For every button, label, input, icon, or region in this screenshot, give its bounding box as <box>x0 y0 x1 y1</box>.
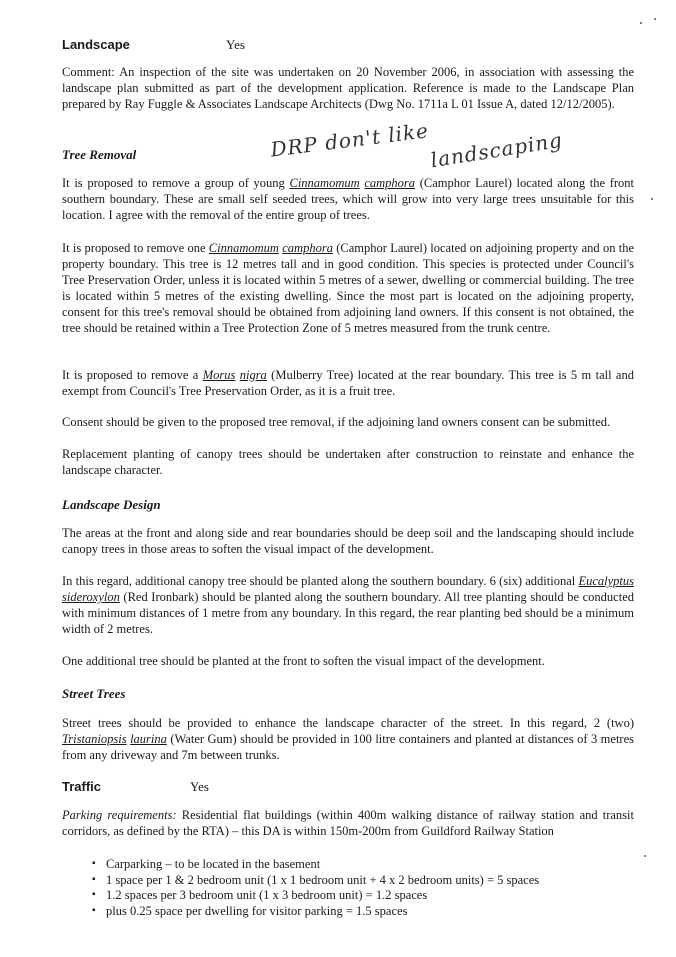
traffic-heading: Traffic <box>62 779 102 794</box>
landscape-design-heading: Landscape Design <box>62 497 161 512</box>
tree-removal-paragraph-2: It is proposed to remove one Cinnamomum camphora (Camphor Laurel) located on adjoining property and on the property boundary. This tree is 12 metres tall and in good condition. This species is protected under Council's Tree Preservation Order, unless it is located within 5 metres of a sewer, dwelling or commercial building. The tree is located within 5 metres of the existing dwelling. Since the most part is located on the adjoining property, consent for this tree's removal should be obtained from adjoining land owners. If this consent is not obtained, the tree should be retained within a Tree Protection Zone of 5 metres measured from the trunk centre. <box>62 241 634 335</box>
handwritten-note-part-1: DRP don't like <box>269 118 431 162</box>
landscape-design-paragraph-3: One additional tree should be planted at the front to soften the visual impact of the development. <box>62 654 545 668</box>
parking-bullet-item: ▪ Carparking – to be located in the basement <box>84 856 634 872</box>
scan-speck <box>651 198 653 200</box>
tree-removal-paragraph-1: It is proposed to remove a group of young Cinnamomum camphora (Camphor Laurel) located along the front southern boundary. These are small self seeded trees, which will grow into very large trees unsuitable for this location. I agree with the removal of the entire group of trees. <box>62 176 634 222</box>
scan-speck <box>654 18 656 20</box>
landscape-heading: Landscape <box>62 37 130 52</box>
street-trees-heading: Street Trees <box>62 686 126 701</box>
parking-requirements-paragraph: Parking requirements: Residential flat buildings (within 400m walking distance of railway station and transit corridors, as defined by the RTA) – this DA is within 150m-200m from Guildford Railway Station <box>62 808 634 838</box>
tree-removal-paragraph-5: Replacement planting of canopy trees should be undertaken after construction to reinstate and enhance the landscape character. <box>62 447 634 477</box>
traffic-value: Yes <box>190 779 209 794</box>
tree-removal-paragraph-4: Consent should be given to the proposed tree removal, if the adjoining land owners consent can be submitted. <box>62 415 611 429</box>
landscape-design-paragraph-1: The areas at the front and along side and rear boundaries should be deep soil and the landscaping should include canopy trees in those areas to soften the visual impact of the development. <box>62 526 634 556</box>
scan-speck <box>644 855 646 857</box>
landscape-comment: Comment: An inspection of the site was undertaken on 20 November 2006, in association with assessing the landscape plan submitted as part of the development application. Reference is made to the Landscape Plan prepared by Ray Fuggle & Associates Landscape Architects (Dwg No. 1711a L 01 Issue A, dated 12/12/2005). <box>62 65 634 111</box>
parking-bullet-list <box>84 856 634 918</box>
parking-bullet-item: ▪ plus 0.25 space per dwelling for visitor parking = 1.5 spaces <box>84 903 634 919</box>
parking-bullet-item: ▪ 1.2 spaces per 3 bedroom unit (1 x 3 bedroom unit) = 1.2 spaces <box>84 887 634 903</box>
parking-requirements-label: Parking requirements: <box>62 808 177 822</box>
landscape-value: Yes <box>226 37 245 52</box>
scan-speck <box>640 22 642 24</box>
landscape-design-paragraph-2: In this regard, additional canopy tree should be planted along the southern boundary. 6 (six) additional Eucalyptus sideroxylon (Red Ironbark) should be planted along the southern boundary. All tree planting should be conducted with minimum distances of 1 metre from any boundary. In this regard, the rear planting bed should be a minimum width of 2 metres. <box>62 574 634 636</box>
tree-removal-paragraph-3: It is proposed to remove a Morus nigra (Mulberry Tree) located at the rear boundary. This tree is 5 m tall and exempt from Council's Tree Preservation Order, as it is a fruit tree. <box>62 368 634 398</box>
handwritten-note-part-2: landscaping <box>428 127 565 173</box>
street-trees-paragraph: Street trees should be provided to enhance the landscape character of the street. In this regard, 2 (two) Tristaniopsis laurina (Water Gum) should be provided in 100 litre containers and planted at distances of 3 metres from any driveway and 7m between trunks. <box>62 716 635 762</box>
tree-removal-heading: Tree Removal <box>62 147 137 162</box>
parking-bullet-item: ▪ 1 space per 1 & 2 bedroom unit (1 x 1 bedroom unit + 4 x 2 bedroom units) = 5 spaces <box>84 872 634 888</box>
